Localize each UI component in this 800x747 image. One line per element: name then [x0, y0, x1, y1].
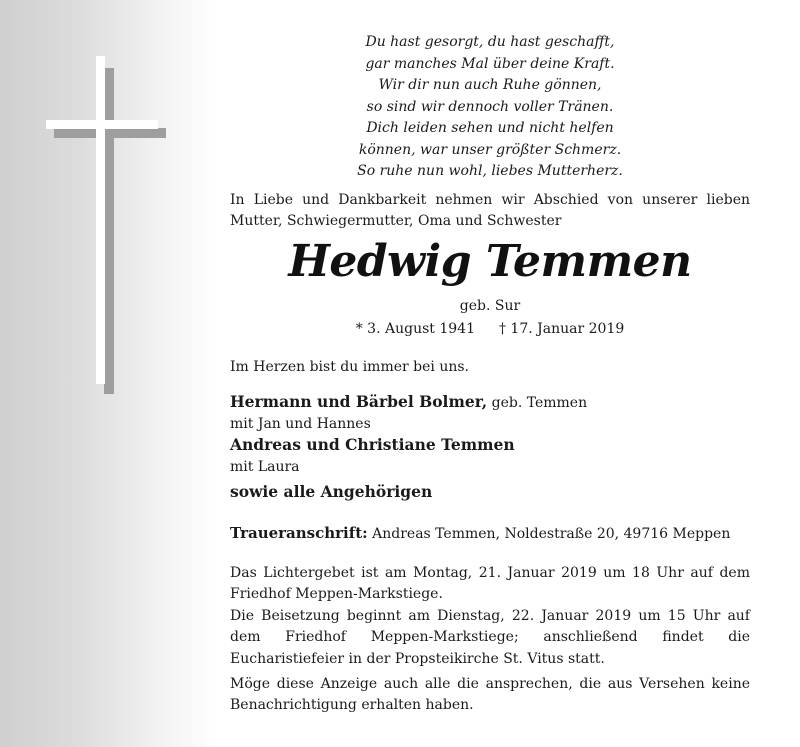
obituary-content: [230, 0, 750, 747]
mourner-name: Hermann und Bärbel Bolmer,: [230, 392, 488, 411]
mourners-list: [230, 391, 750, 504]
poem-line: so sind wir dennoch voller Tränen.: [366, 98, 614, 115]
mourner-suffix: geb. Temmen: [487, 395, 588, 411]
cross-bar-vertical: [96, 56, 105, 384]
poem: [230, 32, 750, 183]
intro-text: In Liebe und Dankbarkeit nehmen wir Abschied von unserer lieben Mutter, Schwiegermutter, Oma und Schwester: [230, 192, 750, 229]
mourner-item: [230, 391, 750, 414]
mourner-item: [230, 481, 750, 504]
cross-shadow-vertical: [104, 68, 114, 394]
mourner-name: Andreas und Christiane Temmen: [230, 435, 515, 454]
cross-shadow-horizontal: [54, 128, 166, 138]
address-label: Traueranschrift:: [230, 524, 368, 542]
poem-line: Du hast gesorgt, du hast geschafft,: [365, 34, 615, 50]
motto: Im Herzen bist du immer bei uns.: [230, 359, 469, 375]
cross-bar-horizontal: [46, 120, 158, 129]
birth-name: geb. Sur: [459, 298, 521, 314]
poem-line: Dich leiden sehen und nicht helfen: [366, 120, 614, 136]
mourner-sub: mit Jan und Hannes: [230, 416, 371, 432]
cross-icon: [0, 0, 218, 747]
deceased-name: Hedwig Temmen: [288, 236, 692, 287]
poem-line: können, war unser größter Schmerz.: [358, 141, 622, 158]
poem-line: So ruhe nun wohl, liebes Mutterherz.: [357, 163, 623, 179]
death-date: † 17. Januar 2019: [498, 321, 625, 337]
poem-line: Wir dir nun auch Ruhe gönnen,: [378, 77, 602, 93]
prayer-info: Das Lichtergebet ist am Montag, 21. Januar 2019 um 18 Uhr auf dem Friedhof Meppen-Markstiege.: [230, 565, 750, 603]
mourning-address: [230, 523, 730, 544]
birth-date: * 3. August 1941: [355, 321, 475, 337]
mourner-name: sowie alle Angehörigen: [230, 482, 433, 501]
mourner-sub: mit Laura: [230, 459, 300, 475]
poem-line: gar manches Mal über deine Kraft.: [365, 55, 615, 72]
life-dates: [230, 319, 750, 339]
burial-info: Die Beisetzung beginnt am Dienstag, 22. Januar 2019 um 15 Uhr auf dem Friedhof Meppen-Markstiege; anschließend findet die Eucharistiefeier in der Propsteikirche St. Vitus statt.: [230, 608, 750, 667]
address-value: Andreas Temmen, Noldestraße 20, 49716 Meppen: [367, 526, 731, 542]
mourner-item: [230, 434, 750, 457]
notice-text: Möge diese Anzeige auch alle die ansprechen, die aus Versehen keine Benachrichtigung erhalten haben.: [230, 676, 750, 714]
